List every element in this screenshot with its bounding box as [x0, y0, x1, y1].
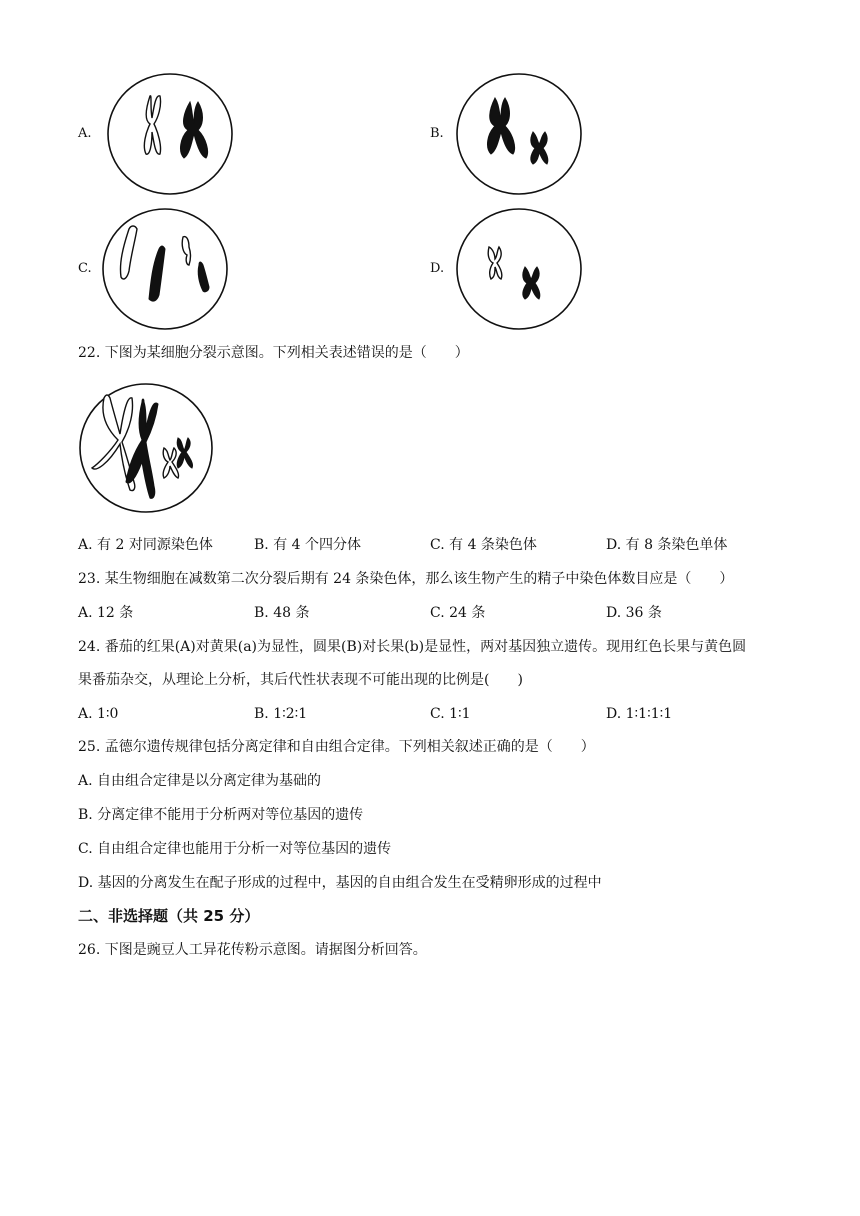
- q25-option-d: D. 基因的分离发生在配子形成的过程中，基因的自由组合发生在受精卵形成的过程中: [78, 875, 602, 891]
- q25-option-a: A. 自由组合定律是以分离定律为基础的: [78, 773, 322, 789]
- q25-option-b: B. 分离定律不能用于分析两对等位基因的遗传: [78, 807, 364, 823]
- q23-option-a: A. 12 条: [78, 605, 134, 621]
- q21-option-a-label: A.: [78, 126, 92, 141]
- q23-option-c: C. 24 条: [430, 605, 486, 621]
- q25-option-c: C. 自由组合定律也能用于分析一对等位基因的遗传: [78, 841, 392, 857]
- q21-option-c-cell-diagram: [101, 207, 231, 335]
- q21-option-a-cell-diagram: [106, 72, 236, 200]
- q21-option-d-label: D.: [430, 261, 445, 276]
- q23-stem: 23. 某生物细胞在减数第二次分裂后期有 24 条染色体，那么该生物产生的精子中染色体数目应是（ ）: [78, 571, 734, 587]
- q24-stem-line2: 果番茄杂交，从理论上分析，其后代性状表现不可能出现的比例是( ): [78, 672, 523, 688]
- q22-stem: 22. 下图为某细胞分裂示意图。下列相关表述错误的是（ ）: [78, 345, 469, 361]
- q22-option-c: C. 有 4 条染色体: [430, 537, 537, 553]
- q23-option-d: D. 36 条: [606, 605, 662, 621]
- q24-stem-line1: 24. 番茄的红果(A)对黄果(a)为显性，圆果(B)对长果(b)是显性，两对基因独立遗传。现用红色长果与黄色圆: [78, 639, 747, 655]
- q24-option-c: C. 1∶1: [430, 706, 471, 722]
- section-heading: 二、非选择题（共 25 分）: [78, 907, 260, 925]
- q22-cell-division-diagram: [78, 382, 216, 520]
- q24-option-d: D. 1∶1∶1∶1: [606, 706, 673, 722]
- q25-stem: 25. 孟德尔遗传规律包括分离定律和自由组合定律。下列相关叙述正确的是（ ）: [78, 739, 595, 755]
- q23-option-b: B. 48 条: [254, 605, 310, 621]
- q22-option-d: D. 有 8 条染色单体: [606, 537, 728, 553]
- q24-option-b: B. 1∶2∶1: [254, 706, 308, 722]
- q21-option-b-cell-diagram: [455, 72, 585, 200]
- q24-option-a: A. 1∶0: [78, 706, 119, 722]
- q21-option-d-cell-diagram: [455, 207, 585, 335]
- q22-option-b: B. 有 4 个四分体: [254, 537, 361, 553]
- q21-option-c-label: C.: [78, 261, 92, 276]
- q26-stem: 26. 下图是豌豆人工异花传粉示意图。请据图分析回答。: [78, 942, 427, 958]
- q22-option-a: A. 有 2 对同源染色体: [78, 537, 213, 553]
- q21-option-b-label: B.: [430, 126, 444, 141]
